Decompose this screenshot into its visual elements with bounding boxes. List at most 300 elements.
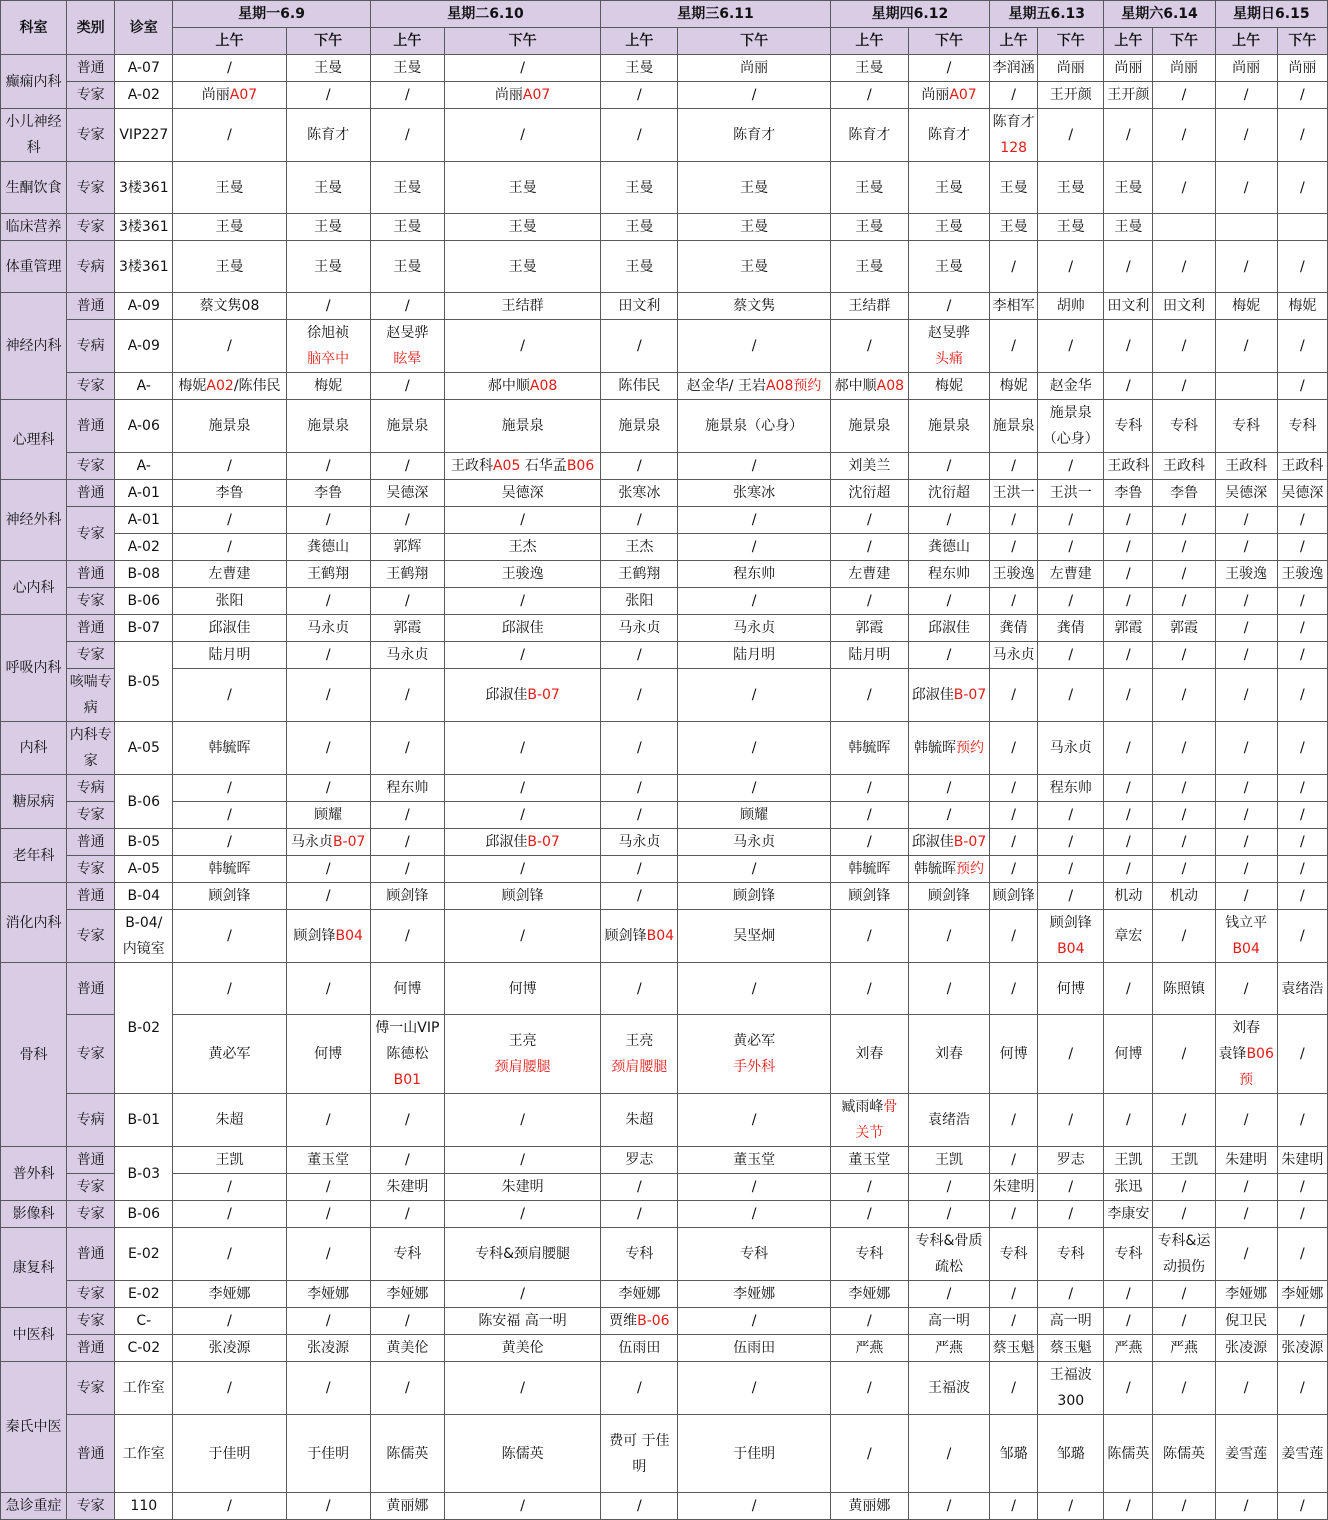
schedule-cell [908,1015,989,1094]
doctor-name: 马永贞 [386,647,429,663]
room-cell: A-02 [115,82,173,109]
schedule-cell [601,1308,678,1335]
doctor-name: / [1126,593,1131,609]
table-row [1,320,1328,373]
schedule-cell [601,1147,678,1174]
doctor-name: 专科&运 [1157,1233,1211,1249]
doctor-name: / [1011,928,1017,944]
doctor-name: / [520,593,525,609]
schedule-cell [1153,1015,1215,1094]
schedule-cell [1277,856,1327,883]
doctor-name: 吴德深 [1225,485,1268,501]
category-cell: 专病 [67,1094,115,1147]
doctor-name: / [866,780,872,796]
doctor-name: / [1068,861,1074,877]
doctor-name: / [227,1179,232,1195]
doctor-name: 施景泉 [1049,405,1092,421]
schedule-cell [444,1174,600,1201]
doctor-name: 何博 [1114,1046,1143,1062]
doctor-name: 王凯 [1170,1152,1199,1168]
schedule-cell [444,829,600,856]
schedule-cell [601,856,678,883]
category-cell: 专病 [67,775,115,802]
schedule-cell [173,109,286,162]
schedule-cell [908,1174,989,1201]
doctor-name: / [866,1179,872,1195]
schedule-cell [1153,214,1215,241]
doctor-name: 王曼 [1114,219,1143,235]
doctor-name: / [227,980,232,997]
schedule-cell [1038,1308,1104,1335]
doctor-name: / [636,687,642,703]
doctor-name: 田文利 [1163,298,1206,314]
doctor-name: / [325,1246,331,1262]
schedule-cell [1277,1281,1327,1308]
schedule-cell [990,109,1038,162]
doctor-name: / [946,807,952,823]
schedule-cell [678,241,830,293]
room-cell: A-07 [115,55,173,82]
doctor-name: / [1068,539,1074,555]
table-row [1,373,1328,400]
doctor-name: / [1243,861,1249,877]
doctor-name: / [1011,980,1017,997]
doctor-name: / [751,740,757,756]
doctor-name: / [1243,539,1249,555]
room-note: 脑卒中 [307,351,350,367]
schedule-cell [1277,642,1327,669]
schedule-cell [1038,642,1104,669]
schedule-cell [1277,1147,1327,1174]
doctor-name: / [636,87,642,103]
doctor-name: / [1126,980,1131,997]
schedule-cell [990,1335,1038,1362]
department-cell: 小儿神经科 [1,109,67,162]
schedule-cell [370,1228,444,1281]
schedule-cell [1277,1308,1327,1335]
doctor-name: 费可 于佳 [609,1432,670,1449]
doctor-name: / [1300,647,1305,663]
schedule-cell [1104,507,1153,534]
doctor-name: 朱建明 [1225,1152,1268,1168]
schedule-cell [990,373,1038,400]
doctor-name: 王亮 [508,1033,537,1049]
doctor-name: 邱淑佳 [501,620,544,636]
schedule-cell [444,856,600,883]
schedule-cell [1104,963,1153,1015]
schedule-cell [1038,162,1104,214]
doctor-name: / [1243,740,1249,756]
schedule-cell [908,1228,989,1281]
doctor-name: 龚倩 [999,620,1028,636]
room-note: A07 [949,87,977,103]
department-cell: 心理科 [1,400,67,480]
doctor-name: / [866,834,872,850]
schedule-cell [286,1493,370,1520]
department-cell: 心内科 [1,561,67,615]
schedule-cell [1038,1493,1104,1520]
schedule-cell [370,214,444,241]
doctor-name: / [404,1313,410,1329]
header-day: 星期六6.14 [1104,1,1215,28]
schedule-cell [1038,775,1104,802]
doctor-name: / [946,928,952,944]
schedule-cell [830,883,908,910]
doctor-name: 姜雪莲 [1281,1445,1324,1462]
doctor-name: 陈照镇 [1163,980,1206,997]
doctor-name: 胡帅 [1056,298,1085,314]
schedule-cell [1038,55,1104,82]
schedule-cell [1038,856,1104,883]
doctor-name: / [1300,780,1305,796]
doctor-name: / [227,458,232,474]
table-row [1,615,1328,642]
schedule-cell [990,642,1038,669]
schedule-cell [1153,373,1215,400]
doctor-name: 王曼 [314,60,343,76]
doctor-name: 专科 [1056,1246,1085,1262]
schedule-cell [830,1362,908,1415]
schedule-cell [370,775,444,802]
doctor-name: / [1243,1179,1249,1195]
room-cell: B-03 [115,1147,173,1201]
department-cell: 呼吸内科 [1,615,67,722]
schedule-cell [678,453,830,480]
doctor-name: 王政科 [1281,458,1324,474]
doctor-name: / [1011,687,1017,703]
doctor-name: / [1243,888,1249,904]
schedule-cell [601,615,678,642]
doctor-name: 机动 [1114,888,1143,904]
room-note: 预 [1239,1072,1254,1088]
doctor-name: 王曼 [393,179,422,196]
schedule-cell [1153,480,1215,507]
doctor-name: 王骏逸 [501,566,544,582]
category-cell: 专病 [67,320,115,373]
schedule-cell [830,534,908,561]
schedule-cell [1104,1308,1153,1335]
header-day: 星期四6.12 [830,1,989,28]
doctor-name: 朱建明 [992,1179,1035,1195]
doctor-name: 刘春 [855,1046,884,1062]
schedule-cell [1215,162,1277,214]
doctor-name: / [1011,740,1017,756]
schedule-cell [990,1174,1038,1201]
schedule-cell [1038,1415,1104,1493]
schedule-cell [601,1201,678,1228]
schedule-cell [1038,1094,1104,1147]
schedule-cell [1277,829,1327,856]
doctor-name: / [227,807,232,823]
schedule-cell [286,507,370,534]
schedule-cell [1104,320,1153,373]
department-cell: 消化内科 [1,883,67,963]
doctor-name: / [1011,834,1017,850]
schedule-cell [601,1094,678,1147]
doctor-name: 郝中顺 [834,378,877,394]
schedule-cell [444,453,600,480]
category-cell: 普通 [67,561,115,588]
doctor-name: 黄美伦 [501,1340,544,1356]
schedule-cell [1104,1281,1153,1308]
doctor-name: / [1243,1498,1249,1514]
doctor-name: / [325,780,331,796]
room-note: A07 [522,87,551,103]
schedule-cell [173,910,286,963]
schedule-cell [990,1201,1038,1228]
schedule-cell [1277,615,1327,642]
table-row [1,480,1328,507]
doctor-name: / [227,1313,232,1329]
doctor-name: / [1300,338,1305,354]
schedule-cell [1104,55,1153,82]
schedule-cell [444,1228,600,1281]
doctor-name: / [325,593,331,609]
schedule-cell [286,400,370,453]
doctor-name: 陈育才 [848,127,891,143]
schedule-cell [830,55,908,82]
schedule-cell [908,963,989,1015]
doctor-name: /陈伟民 [233,378,281,394]
doctor-name: / [1243,647,1249,663]
schedule-cell [1153,856,1215,883]
doctor-name: 王曼 [215,258,244,275]
schedule-cell [1277,1228,1327,1281]
doctor-name: / [1300,1313,1305,1329]
schedule-cell [1277,1493,1327,1520]
doctor-name: 王曼 [625,258,654,275]
schedule-cell [990,55,1038,82]
room-cell: A- [115,453,173,480]
schedule-cell [908,400,989,453]
schedule-cell [1215,1308,1277,1335]
doctor-name: 罗志 [625,1152,654,1168]
schedule-cell [601,642,678,669]
room-cell: 工作室 [115,1415,173,1493]
schedule-cell [990,722,1038,775]
doctor-name: / [946,780,952,796]
schedule-cell [908,642,989,669]
schedule-cell [173,1228,286,1281]
schedule-cell [990,829,1038,856]
schedule-cell [830,829,908,856]
department-cell: 神经外科 [1,480,67,561]
doctor-name: 何博 [1056,980,1085,997]
doctor-name: 郝中顺 [487,378,530,394]
doctor-name: / [1011,593,1017,609]
doctor-name: / [520,1498,525,1514]
schedule-cell [173,1362,286,1415]
schedule-cell [173,214,286,241]
doctor-name: / [227,539,232,555]
room-note: A07 [229,87,258,103]
doctor-name: / [751,458,757,474]
doctor-name: 龚倩 [1056,620,1085,636]
department-cell: 中医科 [1,1308,67,1362]
doctor-name: 高一明 [928,1313,971,1329]
schedule-cell [173,588,286,615]
doctor-name: / [1011,1206,1017,1222]
schedule-cell [678,856,830,883]
schedule-cell [1038,910,1104,963]
doctor-name: / [1068,1179,1074,1195]
doctor-name: 王政科 [450,458,493,474]
schedule-cell [444,1415,600,1493]
schedule-cell [908,373,989,400]
schedule-cell [1104,615,1153,642]
schedule-cell [1038,82,1104,109]
schedule-cell [1153,82,1215,109]
schedule-cell [370,1094,444,1147]
schedule-cell [173,722,286,775]
doctor-name: / [1300,1246,1305,1262]
schedule-cell [1215,1228,1277,1281]
schedule-cell [678,561,830,588]
doctor-name: 陈安福 高一明 [478,1313,567,1329]
doctor-name: 袁绪浩 [1281,980,1324,997]
schedule-cell [444,1015,600,1094]
doctor-name: / [1300,687,1305,703]
doctor-name: / [404,512,410,528]
doctor-name: 刘春 [935,1046,964,1062]
schedule-cell [678,293,830,320]
doctor-name: 于佳明 [733,1445,776,1462]
doctor-name: / [636,338,642,354]
room-cell: B-08 [115,561,173,588]
schedule-cell [1277,883,1327,910]
doctor-name: 黄必军 [733,1033,776,1049]
doctor-name: / [1181,1380,1187,1396]
doctor-name: 王曼 [855,179,884,196]
header-am: 上午 [370,28,444,55]
schedule-cell [908,82,989,109]
header-day: 星期五6.13 [990,1,1104,28]
room-cell: 3楼361 [115,162,173,214]
table-row [1,775,1328,802]
schedule-cell [678,775,830,802]
schedule-cell [1215,241,1277,293]
schedule-cell [1277,293,1327,320]
doctor-name: 王曼 [1114,179,1143,196]
table-row [1,241,1328,293]
doctor-name: 董玉堂 [307,1152,350,1168]
header-am: 上午 [990,28,1038,55]
schedule-cell [990,1228,1038,1281]
doctor-name: / [404,87,410,103]
doctor-name: / [227,1380,232,1396]
doctor-name: / [1126,740,1131,756]
table-row [1,55,1328,82]
schedule-cell [601,910,678,963]
doctor-name: 左曹建 [1049,566,1092,582]
schedule-cell [286,373,370,400]
doctor-name: 朱建明 [386,1179,429,1195]
doctor-name: 徐旭祯 [307,325,350,341]
doctor-name: / [1011,539,1017,555]
schedule-cell [908,507,989,534]
doctor-name: / [946,60,952,76]
schedule-cell [908,856,989,883]
schedule-cell [830,1415,908,1493]
doctor-name: / [751,980,757,997]
table-row [1,1147,1328,1174]
doctor-name: / [1243,258,1249,275]
doctor-name: 王骏逸 [1225,566,1268,582]
doctor-name: 王曼 [999,219,1028,235]
schedule-cell [990,241,1038,293]
schedule-cell [908,293,989,320]
schedule-cell [1104,829,1153,856]
doctor-name: 程东帅 [1049,780,1092,796]
schedule-cell [1215,669,1277,722]
table-row [1,507,1328,534]
schedule-cell [444,588,600,615]
doctor-name: / [227,1246,232,1262]
schedule-cell [173,615,286,642]
doctor-name: / [1011,458,1017,474]
doctor-name: 王凯 [215,1152,244,1168]
schedule-cell [678,320,830,373]
doctor-name: / [1068,834,1074,850]
doctor-name: 专科 [855,1246,884,1262]
doctor-name: 王福波 [928,1380,971,1396]
doctor-name: / [1300,928,1305,944]
schedule-cell [444,109,600,162]
room-note: B04 [1232,941,1260,957]
doctor-name: / [520,928,525,944]
doctor-name: 王曼 [314,219,343,235]
schedule-cell [1277,1415,1327,1493]
doctor-name: / [325,1313,331,1329]
schedule-cell [601,883,678,910]
schedule-cell [1153,453,1215,480]
schedule-cell [678,669,830,722]
schedule-cell [678,373,830,400]
doctor-name: / [1300,593,1305,609]
schedule-cell [173,1415,286,1493]
doctor-name: / [1126,127,1131,143]
schedule-cell [678,1094,830,1147]
doctor-name: / [1011,1380,1017,1396]
schedule-cell [1215,963,1277,1015]
doctor-name: 施景泉 [618,418,661,434]
doctor-name: 专科 [1114,1246,1143,1262]
schedule-cell [370,561,444,588]
doctor-name: 张阳 [215,593,244,609]
doctor-name: 邱淑佳 [911,687,954,703]
table-row [1,109,1328,162]
schedule-cell [370,162,444,214]
schedule-cell [286,775,370,802]
schedule-cell [1277,82,1327,109]
schedule-cell [1038,109,1104,162]
doctor-name: / [1068,1206,1074,1222]
doctor-name: 尚丽 [1288,60,1317,76]
doctor-name: 梅妮 [935,378,964,394]
doctor-name: / [520,807,525,823]
schedule-cell [173,453,286,480]
table-row [1,588,1328,615]
schedule-cell [444,1281,600,1308]
doctor-name: 沈衍超 [928,485,971,501]
doctor-name: / [751,338,757,354]
doctor-name: 王曼 [855,258,884,275]
doctor-name: 王鹤翔 [386,566,429,582]
schedule-cell [1215,829,1277,856]
schedule-cell [601,480,678,507]
schedule-cell [1153,829,1215,856]
schedule-cell [601,214,678,241]
